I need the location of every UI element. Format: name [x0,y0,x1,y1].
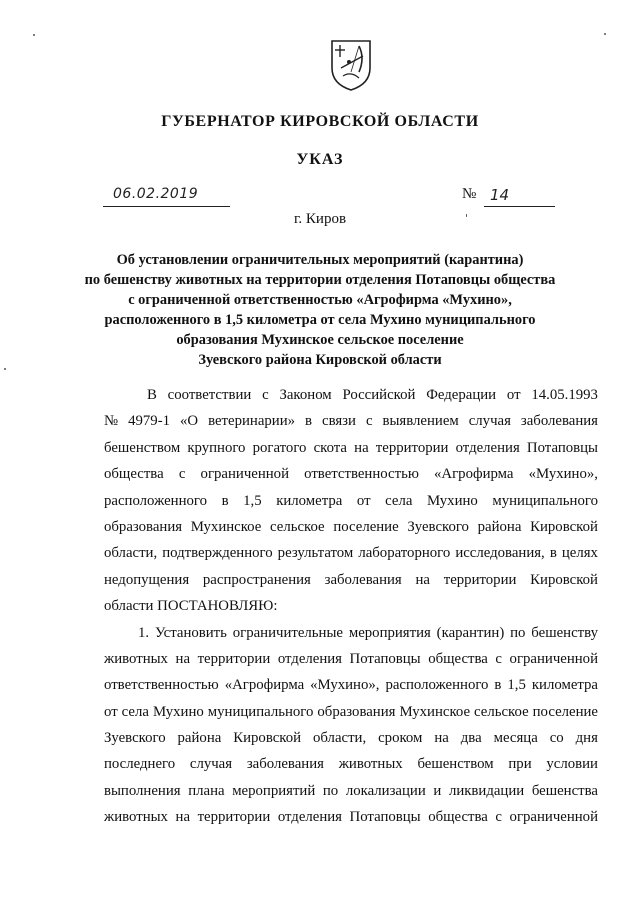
word: лабораторного [358,545,451,562]
word: сельское [270,518,325,535]
word: Законом [279,387,332,403]
word: результатом [277,545,354,562]
word: общества [428,809,488,826]
word: поселение [532,703,598,720]
preamble-line [104,435,598,461]
word: ветеринарии» [208,413,296,430]
word: на [434,730,449,747]
word: локализации [345,782,426,799]
word: два [460,730,482,747]
word: Зуевского [407,518,469,535]
item1-line [104,725,598,751]
word: выполнения [104,782,181,799]
word: области, [313,730,367,747]
word: Мухино [152,703,204,720]
word: области, [104,545,158,562]
word: плана [188,782,225,799]
word: от [356,492,371,509]
word: скота [313,439,348,456]
word: территории [375,439,449,456]
scan-speck [4,368,6,370]
word: животных [338,756,403,773]
word: «Мухино», [310,677,380,694]
word: дня [575,730,598,747]
word: общества [428,650,488,667]
word: муниципального [492,492,598,509]
word: отделения [455,439,520,456]
word: образования [317,703,396,720]
word: заболевания [246,756,324,773]
word: Кировской [530,571,598,588]
word: Мухинское [190,518,262,535]
word: сроком [378,730,423,747]
word: месяца [493,730,538,747]
word: «О [180,413,199,430]
word: отделения [277,809,342,826]
word: на [415,571,430,588]
decree-title: УКАЗ [296,151,344,168]
heading-line: с ограниченной ответственностью «Агрофирма «Мухино», [128,292,512,308]
preamble-line [104,382,598,408]
word: расположенного [385,677,489,694]
preamble-line [104,408,598,434]
word: № [104,413,119,430]
decree-body [104,382,598,831]
word: случая [468,413,511,430]
word: бешенству [531,624,598,641]
number-field [484,186,555,207]
word: общества [104,466,164,483]
word: Мухино [426,492,478,509]
item1-line [104,751,598,777]
word: Потаповцы [349,809,421,826]
word: при [508,756,532,773]
word: 4979-1 [128,413,171,430]
preamble-line [104,567,598,593]
scan-speck [466,214,467,217]
word: рогатого [252,439,307,456]
word: Мухинское [399,703,471,720]
preamble-line [104,461,598,487]
preamble-line: области ПОСТАНОВЛЯЮ: [104,598,278,615]
date-value: 06.02.2019 [113,186,199,202]
word: и [433,782,442,799]
heading-line: Об установлении ограничительных мероприятий (карантина) [116,252,524,268]
heading-line: расположенного в 1,5 километра от села Мухино муниципального [104,312,536,328]
item1-line [104,699,598,725]
word: села [121,703,149,720]
word: от [104,703,118,720]
word: отделения [277,650,342,667]
word: поселение [333,518,399,535]
heading-line: по бешенству животных на территории отделения Потаповцы общества [84,272,556,288]
heading-line: Зуевского района Кировской области [198,352,442,368]
word: животных [104,809,168,826]
word: ограниченной [200,466,289,483]
word: Федерации [426,387,497,403]
word: целях [561,545,598,562]
scan-speck [33,34,35,36]
word: соответствии [167,387,252,403]
word: территории [197,650,271,667]
word: «Мухино», [528,466,598,483]
word: Кировской [530,518,598,535]
word: ответственностью [304,466,419,483]
word: Кировской [233,730,302,747]
date-field [103,186,230,207]
word: ликвидации [448,782,525,799]
word: образования [104,518,183,535]
number-value: 14 [490,186,510,204]
heading-line: образования Мухинское сельское поселение [176,332,464,348]
word: по [322,782,339,799]
preamble-line [104,514,598,540]
word: в [549,545,557,562]
word: недопущения [104,571,190,588]
word: на [354,439,369,456]
word: Потаповцы [349,650,421,667]
word: с [262,387,269,403]
word: села [385,492,413,509]
word: связи [322,413,356,430]
word: «Агрофирма [434,466,514,483]
word: ограниченной [509,650,598,667]
word: с [178,466,186,483]
word: Российской [342,387,416,403]
word: распространения [202,571,311,588]
item1-line [104,646,598,672]
word: мероприятия [348,624,431,641]
word: района [177,730,222,747]
word: исследования, [455,545,545,562]
word: с [495,650,502,667]
preamble-line [104,488,598,514]
word: 14.05.1993 [531,387,598,403]
word: подтвержденного [162,545,273,562]
word: мероприятий [232,782,316,799]
word: километра [531,677,598,694]
preamble-line [104,540,598,566]
scan-speck [604,33,606,35]
word: 1,5 [243,492,262,509]
word: по [510,624,526,641]
word: выявлением [382,413,459,430]
word: в [305,413,313,430]
word: бешенством [417,756,494,773]
word: от [506,387,521,403]
word: муниципального [207,703,314,720]
number-sign: № [462,186,477,202]
word: расположенного [104,492,207,509]
word: крупного [187,439,246,456]
item1-line [104,620,598,646]
word: бешенства [531,782,598,799]
word: километра [276,492,343,509]
word: последнего [104,756,176,773]
word: на [175,650,191,667]
item1-line [104,778,598,804]
word: в [221,492,229,509]
word: сельское [474,703,529,720]
coat-of-arms-icon [329,38,373,92]
word: Зуевского [104,730,166,747]
word: случая [189,756,233,773]
governor-title: ГУБЕРНАТОР КИРОВСКОЙ ОБЛАСТИ [161,113,479,130]
word: 1,5 [507,677,526,694]
city-label: г. Киров [293,211,347,227]
word: на [175,809,191,826]
word: условии [546,756,598,773]
word: Потаповцы [526,439,598,456]
word: ограничительные [232,624,343,641]
word: бешенством [104,439,181,456]
item1-line [104,672,598,698]
word: (карантин) [436,624,505,641]
word: со [549,730,564,747]
word: территории [197,809,271,826]
word: 1. [138,624,150,641]
word: территории [443,571,517,588]
decree-heading [40,250,600,370]
word: заболевания [324,571,402,588]
item1-line [104,804,598,830]
word: заболевания [520,413,598,430]
word: в [494,677,502,694]
word: с [495,809,502,826]
word: «Агрофирма [224,677,305,694]
word: ограниченной [509,809,598,826]
word: ответственностью [104,677,219,694]
word: района [477,518,522,535]
word: животных [104,650,168,667]
word: с [365,413,373,430]
word: Установить [154,624,227,641]
word: В [147,387,157,403]
